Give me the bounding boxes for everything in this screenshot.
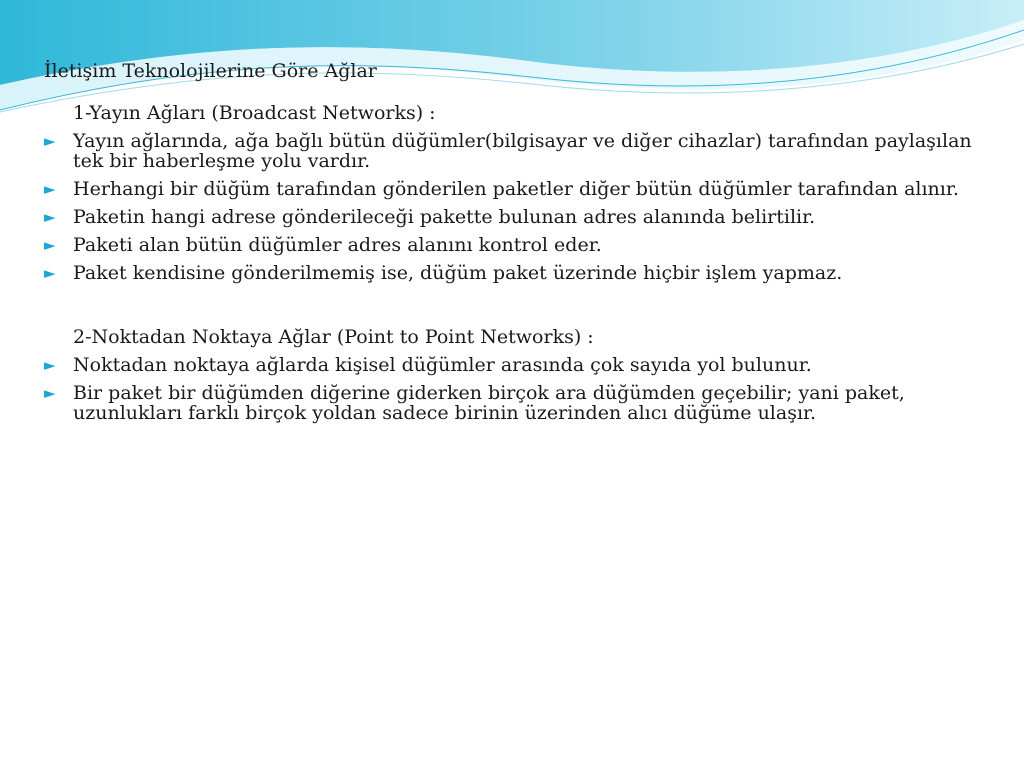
bullet-text: Yayın ağlarında, ağa bağlı bütün düğümler(bilgisayar ve diğer cihazlar) tarafından paylaşılan tek bir haberleşme yolu vardır. xyxy=(73,130,972,172)
right-pointer-icon: ► xyxy=(44,384,56,402)
bullet-item xyxy=(44,355,984,375)
bullet-text: Bir paket bir düğümden diğerine giderken birçok ara düğümden geçebilir; yani paket, uzunlukları farklı birçok yoldan sadece birinin üzerinden alıcı düğüme ulaşır. xyxy=(73,382,905,424)
right-pointer-icon: ► xyxy=(44,180,56,198)
bullet-text: Paketi alan bütün düğümler adres alanını kontrol eder. xyxy=(73,234,602,256)
right-pointer-icon: ► xyxy=(44,236,56,254)
bullet-item xyxy=(44,131,984,171)
bullet-text: Noktadan noktaya ağlarda kişisel düğümler arasında çok sayıda yol bulunur. xyxy=(73,354,812,376)
section-title-point-to-point: 2-Noktadan Noktaya Ağlar (Point to Point Networks) : xyxy=(73,326,594,348)
bullet-item xyxy=(44,263,984,283)
bullet-item xyxy=(44,207,984,227)
right-pointer-icon: ► xyxy=(44,264,56,282)
bullet-item xyxy=(44,179,984,199)
right-pointer-icon: ► xyxy=(44,132,56,150)
slide-heading: İletişim Teknolojilerine Göre Ağlar xyxy=(44,60,377,82)
right-pointer-icon: ► xyxy=(44,208,56,226)
right-pointer-icon: ► xyxy=(44,356,56,374)
bullet-item xyxy=(44,235,984,255)
slide-body xyxy=(44,103,984,431)
section-title-broadcast: 1-Yayın Ağları (Broadcast Networks) : xyxy=(73,102,436,124)
bullet-text: Herhangi bir düğüm tarafından gönderilen paketler diğer bütün düğümler tarafından alınır. xyxy=(73,178,959,200)
bullet-text: Paketin hangi adrese gönderileceği pakette bulunan adres alanında belirtilir. xyxy=(73,206,816,228)
bullet-text: Paket kendisine gönderilmemiş ise, düğüm paket üzerinde hiçbir işlem yapmaz. xyxy=(73,262,843,284)
bullet-item xyxy=(44,383,984,423)
section-spacer xyxy=(44,291,984,327)
